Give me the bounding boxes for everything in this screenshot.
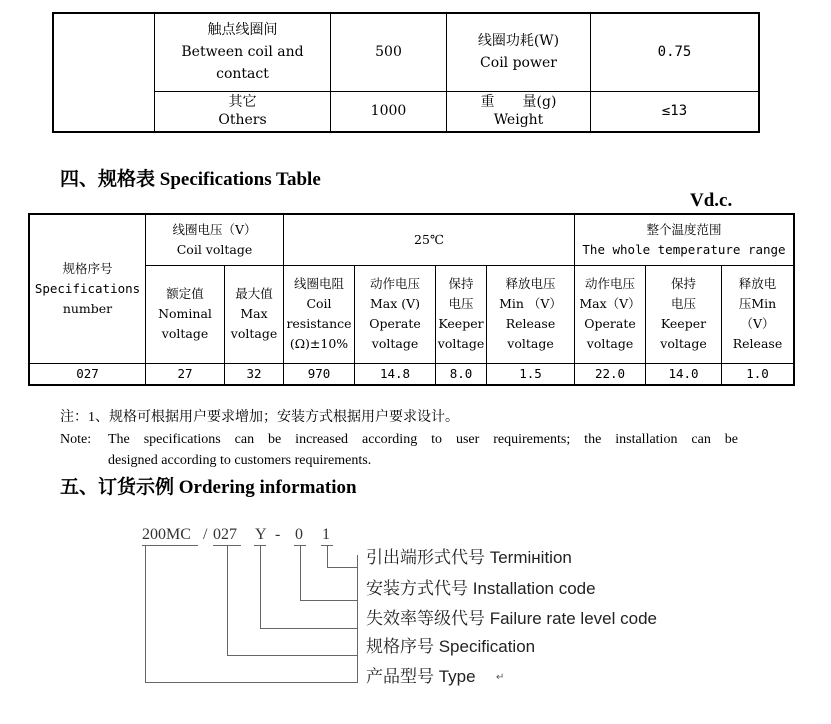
coil-power-label — [447, 13, 591, 91]
header-en: voltage — [161, 326, 209, 341]
max-voltage-header — [225, 265, 284, 363]
keeper-voltage-25-header — [436, 265, 487, 363]
header-en: voltage — [437, 336, 485, 351]
empty-cell — [53, 13, 155, 132]
release-voltage-25-header — [487, 265, 575, 363]
operate-voltage-whole-cell: 22.0 — [575, 363, 646, 385]
header-en: Keeper — [438, 316, 484, 331]
label-zh: 其它 — [228, 94, 257, 111]
temp-25-header: 25℃ — [284, 214, 575, 265]
leader-spine — [357, 555, 358, 683]
leader-spec-v — [227, 545, 228, 655]
header-en: Max（V） — [579, 296, 641, 311]
note-en-line2: designed according to customers requirements. — [108, 453, 372, 468]
leader-termination-v — [327, 545, 328, 567]
header-en: voltage — [371, 336, 419, 351]
installation-label: 安装方式代号 Installation code — [366, 579, 596, 598]
header-en: Min （V） — [499, 296, 562, 311]
header-zh: 电压 — [670, 296, 696, 311]
nominal-voltage-header — [146, 265, 225, 363]
release-voltage-whole-header — [722, 265, 795, 363]
label-en: Coil power — [480, 55, 557, 72]
code-type: 200MC — [142, 526, 191, 543]
leader-type-v — [145, 545, 146, 682]
header-zh: 释放电 — [738, 276, 777, 291]
header-zh: 线圈电压（V） — [172, 221, 257, 237]
label-en: Weight — [493, 112, 544, 129]
label-zh: 触点线圈间 — [207, 22, 278, 39]
leader-failure-v — [260, 545, 261, 628]
keeper-voltage-whole-cell: 14.0 — [646, 363, 722, 385]
header-zh: 整个温度范围 — [646, 221, 722, 237]
note-en-label: Note: — [60, 432, 92, 447]
header-zh: 规格序号 — [62, 260, 113, 276]
code-dash: - — [275, 526, 281, 543]
header-zh: 保持 — [448, 276, 474, 291]
nominal-voltage-cell: 27 — [146, 363, 225, 385]
table-row — [29, 363, 794, 385]
section4-title: 四、规格表 Specifications Table — [60, 169, 321, 190]
header-en: voltage — [586, 336, 634, 351]
section5-title: 五、订货示例 Ordering information — [60, 477, 357, 498]
header-en: Coil voltage — [176, 241, 253, 257]
header-zh: 保持 — [670, 276, 696, 291]
header-en: Specifications — [34, 280, 141, 296]
unit-label: Vd.c. — [690, 190, 733, 211]
header-zh: 动作电压 — [369, 276, 420, 291]
specification-label: 规格序号 Specification — [366, 637, 536, 656]
header-zh: 线圈电阻 — [293, 276, 344, 291]
spec-number-cell: 027 — [29, 363, 146, 385]
termination-label: 引出端形式代号 Termінition — [366, 548, 572, 567]
leader-installation-h — [300, 600, 357, 601]
coil-resistance-header — [284, 265, 355, 363]
type-label: 产品型号 Type — [366, 667, 476, 686]
electrical-parameters-table — [52, 12, 760, 133]
header-en: Release — [732, 336, 783, 351]
keeper-voltage-whole-header — [646, 265, 722, 363]
header-zh: 电压 — [448, 296, 474, 311]
label-en: Others — [218, 112, 267, 129]
header-en: voltage — [660, 336, 707, 351]
operate-voltage-25-header — [355, 265, 436, 363]
leader-failure-h — [260, 628, 357, 629]
header-en: Operate — [369, 316, 421, 331]
code-spec: 027 — [213, 526, 237, 543]
release-voltage-25-cell: 1.5 — [487, 363, 575, 385]
coil-power-value: 0.75 — [591, 13, 760, 91]
header-en: Release — [505, 316, 556, 331]
label-zh: 重 量(g) — [480, 94, 557, 111]
leader-type-h — [145, 682, 357, 683]
between-coil-contact-label — [155, 13, 331, 91]
operate-voltage-25-cell: 14.8 — [355, 363, 436, 385]
header-en: voltage — [507, 336, 554, 351]
header-en: number — [62, 300, 113, 316]
keeper-voltage-25-cell: 8.0 — [436, 363, 487, 385]
between-coil-contact-value: 500 — [331, 13, 447, 91]
label-en: contact — [216, 66, 269, 83]
note-zh: 注：1、规格可根据用户要求增加；安装方式根据用户要求设计。 — [60, 410, 459, 425]
header-en: Operate — [584, 316, 636, 331]
header-en: The whole temperature range — [582, 241, 786, 257]
others-label — [155, 91, 331, 132]
label-en: Between coil and — [181, 44, 304, 61]
header-zh: 压Min — [738, 296, 777, 311]
note-en-line1: The specifications can be increased according to user requirements; the installation can be — [108, 432, 738, 447]
operate-voltage-whole-header — [575, 265, 646, 363]
weight-value: ≤13 — [591, 91, 760, 132]
header-en: Nominal — [158, 306, 212, 321]
header-en: （V） — [740, 316, 775, 331]
specifications-table — [28, 213, 795, 386]
max-voltage-cell: 32 — [225, 363, 284, 385]
label-zh: 线圈功耗(W) — [477, 33, 560, 50]
underline-type — [142, 545, 198, 546]
header-en: (Ω)±10% — [289, 336, 349, 351]
header-zh: 释放电压 — [505, 276, 556, 291]
release-voltage-whole-cell: 1.0 — [722, 363, 795, 385]
leader-spec-h — [227, 655, 357, 656]
coil-voltage-header — [146, 214, 284, 265]
header-en: voltage — [230, 326, 278, 341]
header-en: Keeper — [660, 316, 707, 331]
leader-installation-v — [300, 545, 301, 600]
header-en: resistance — [286, 316, 352, 331]
leader-termination-h — [327, 567, 357, 568]
code-termination: 1 — [322, 526, 330, 543]
coil-resistance-cell: 970 — [284, 363, 355, 385]
failure-rate-label: 失效率等级代号 Failure rate level code — [366, 609, 657, 628]
whole-range-header — [575, 214, 795, 265]
weight-label — [447, 91, 591, 132]
code-slash: / — [203, 526, 208, 543]
others-value: 1000 — [331, 91, 447, 132]
code-installation: 0 — [295, 526, 303, 543]
header-zh: 额定值 — [166, 286, 204, 301]
header-en: Coil — [306, 296, 332, 311]
header-en: Max (V) — [369, 296, 421, 311]
return-mark-icon: ↵ — [496, 672, 505, 683]
code-failure: Y — [255, 526, 267, 543]
header-en: Max — [240, 306, 268, 321]
header-zh: 动作电压 — [584, 276, 635, 291]
spec-number-header — [29, 214, 146, 363]
header-zh: 最大值 — [235, 286, 273, 301]
